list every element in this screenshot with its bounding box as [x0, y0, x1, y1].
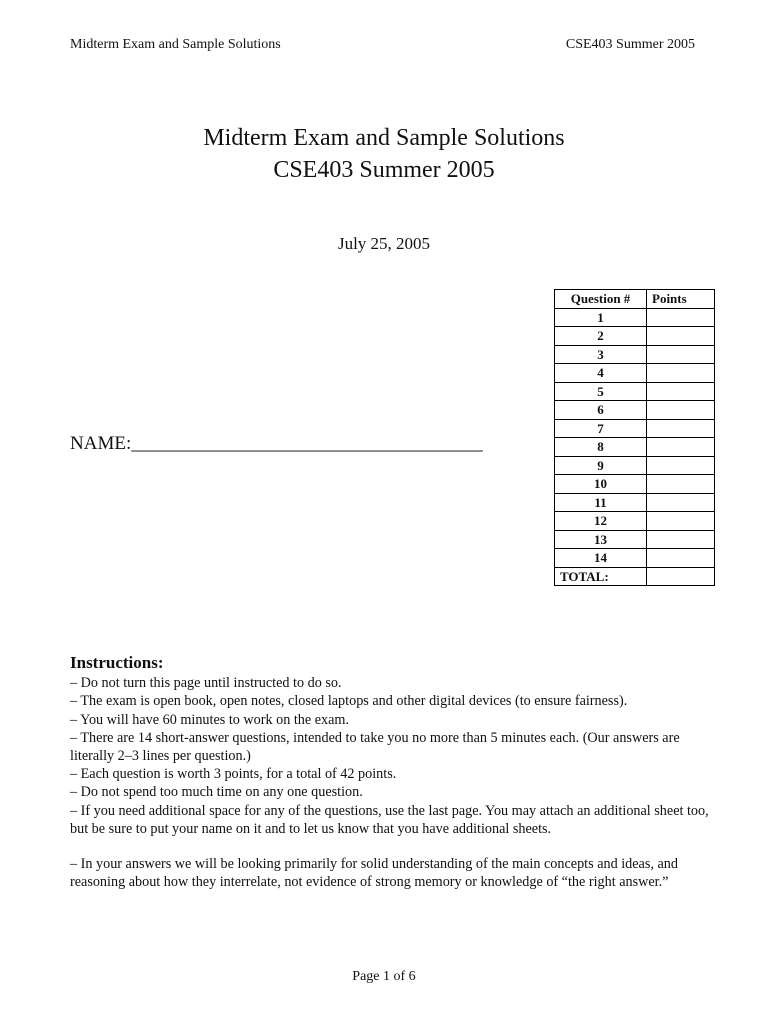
points-cell[interactable]	[647, 549, 715, 568]
name-field[interactable]: NAME:_____________________________________	[70, 433, 483, 454]
table-row	[555, 345, 715, 364]
table-row	[555, 549, 715, 568]
total-points-cell[interactable]	[647, 567, 715, 586]
points-cell[interactable]	[647, 345, 715, 364]
points-cell[interactable]	[647, 364, 715, 383]
page-footer: Page 1 of 6	[352, 969, 416, 984]
question-number: 11	[555, 493, 647, 512]
points-cell[interactable]	[647, 308, 715, 327]
table-row	[555, 364, 715, 383]
table-row	[555, 419, 715, 438]
points-cell[interactable]	[647, 419, 715, 438]
question-number: 6	[555, 401, 647, 420]
instruction-item: – If you need additional space for any of the questions, use the last page. You may attach an additional sheet too, but be sure to put your name on it and to let us know that you have additional sheets.	[70, 802, 709, 837]
instruction-item: – The exam is open book, open notes, closed laptops and other digital devices (to ensure fairness).	[70, 693, 628, 710]
instruction-item: – There are 14 short-answer questions, intended to take you no more than 5 minutes each. (Our answers are literally 2–3 lines per question.)	[70, 729, 680, 765]
title-block	[0, 122, 768, 186]
points-cell[interactable]	[647, 382, 715, 401]
page-header-left: Midterm Exam and Sample Solutions	[70, 37, 281, 52]
page-header-right: CSE403 Summer 2005	[565, 37, 695, 52]
question-number: 13	[555, 530, 647, 549]
question-number: 10	[555, 475, 647, 494]
table-row	[555, 401, 715, 420]
question-number: 2	[555, 327, 647, 346]
points-cell[interactable]	[647, 512, 715, 531]
table-row	[555, 456, 715, 475]
question-number: 5	[555, 382, 647, 401]
points-cell[interactable]	[647, 401, 715, 420]
score-table	[554, 289, 715, 586]
instructions-spacer	[70, 838, 710, 855]
table-row	[555, 438, 715, 457]
question-number: 12	[555, 512, 647, 531]
exam-date: July 25, 2005	[337, 234, 431, 253]
points-cell[interactable]	[647, 438, 715, 457]
instructions-final-note: – In your answers we will be looking primarily for solid understanding of the main concepts and ideas, and reasoning about how they interrelate, not evidence of strong memory or knowledge of “the right answer.”	[70, 856, 678, 891]
points-column-header: Points	[647, 290, 715, 309]
question-number: 1	[555, 308, 647, 327]
table-row	[555, 475, 715, 494]
points-cell[interactable]	[647, 456, 715, 475]
instruction-item: – Do not spend too much time on any one question.	[70, 784, 363, 801]
instructions-list	[70, 674, 710, 838]
table-row	[555, 512, 715, 531]
points-cell[interactable]	[647, 475, 715, 494]
instruction-item: – Each question is worth 3 points, for a total of 42 points.	[70, 766, 397, 783]
total-label: TOTAL:	[555, 567, 647, 586]
instructions-section	[70, 654, 710, 891]
score-table-header-row	[555, 290, 715, 309]
points-cell[interactable]	[647, 530, 715, 549]
question-number: 7	[555, 419, 647, 438]
total-row	[555, 567, 715, 586]
table-row	[555, 530, 715, 549]
table-row	[555, 327, 715, 346]
table-row	[555, 308, 715, 327]
table-row	[555, 493, 715, 512]
question-number: 14	[555, 549, 647, 568]
question-number: 3	[555, 345, 647, 364]
score-table-body	[555, 308, 715, 586]
question-number: 8	[555, 438, 647, 457]
question-number: 4	[555, 364, 647, 383]
question-column-header: Question #	[555, 290, 647, 309]
instructions-heading: Instructions:	[70, 653, 164, 672]
instruction-item: – Do not turn this page until instructed to do so.	[70, 675, 342, 692]
instruction-item: – You will have 60 minutes to work on the exam.	[70, 711, 349, 728]
table-row	[555, 382, 715, 401]
document-title: Midterm Exam and Sample Solutions	[203, 125, 565, 151]
course-title: CSE403 Summer 2005	[273, 157, 495, 183]
points-cell[interactable]	[647, 327, 715, 346]
question-number: 9	[555, 456, 647, 475]
points-cell[interactable]	[647, 493, 715, 512]
